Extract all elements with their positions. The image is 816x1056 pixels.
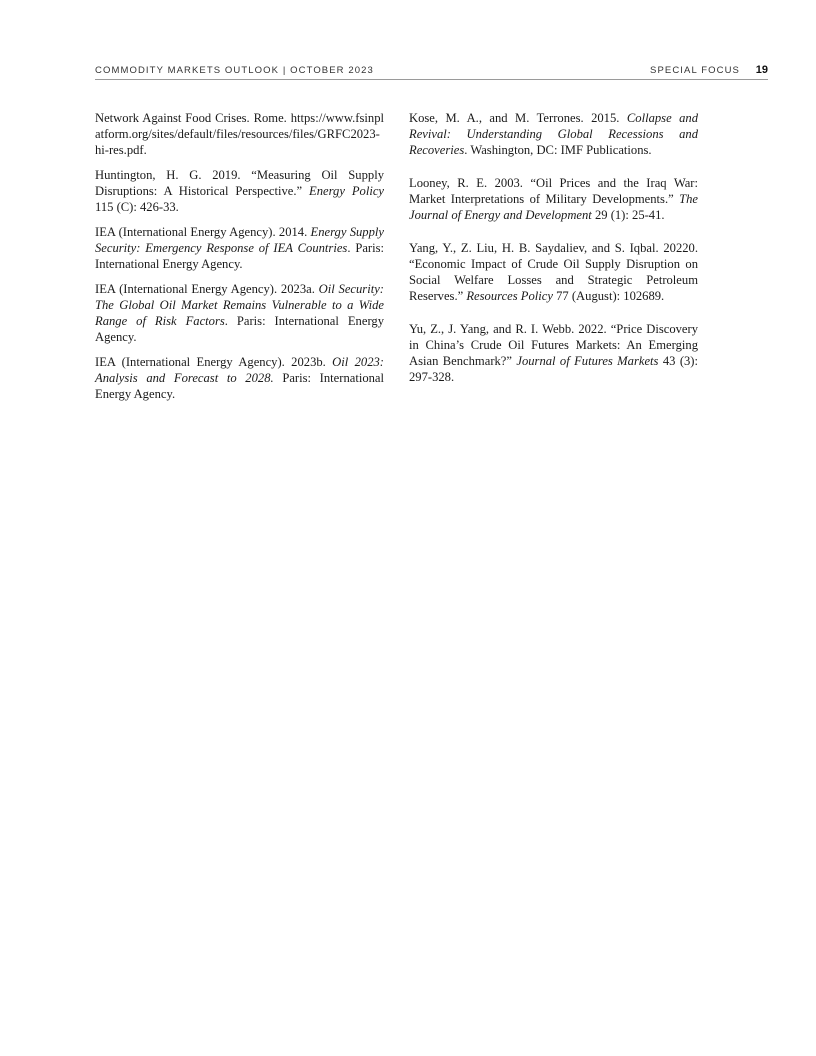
reference-source-title: Energy Supply Security: Emergency Response of IEA Countries <box>95 225 384 255</box>
reference-source-title: Collapse and Revival: Understanding Global Recessions and Recoveries <box>409 111 698 157</box>
section-label: SPECIAL FOCUS <box>650 65 740 76</box>
reference-source-title: Energy Policy <box>309 184 384 198</box>
reference-details: 77 (August): 102689. <box>552 289 665 303</box>
reference-text: IEA (International Energy Agency). 2023b. <box>95 355 333 369</box>
reference-text: Huntington, H. G. 2019. “Measuring Oil Supply Disruptions: A Historical Perspective.” <box>95 168 384 198</box>
reference-entry <box>95 354 384 402</box>
reference-entry <box>95 167 384 215</box>
reference-text: Kose, M. A., and M. Terrones. 2015. <box>409 111 627 125</box>
reference-entry <box>95 110 384 158</box>
reference-details: 115 (C): 426-33. <box>95 200 179 214</box>
reference-details: Paris: International Energy Agency. <box>95 371 385 401</box>
reference-text: IEA (International Energy Agency). 2023a. <box>95 282 319 296</box>
reference-entry <box>95 224 384 272</box>
reference-entry <box>409 110 698 158</box>
reference-url[interactable]: https://www.fsinplatform.org/sites/default/files/resources/files/GRFC2023-hi-res.pdf. <box>95 111 384 157</box>
page-number: 19 <box>755 64 768 76</box>
reference-details: 43 (3): 297-328. <box>409 354 698 384</box>
running-header <box>95 64 768 79</box>
reference-source-title: The Journal of Energy and Development <box>409 192 698 222</box>
reference-text: Looney, R. E. 2003. “Oil Prices and the Iraq War: Market Interpretations of Military Developments.” <box>409 176 698 206</box>
reference-source-title: Oil 2023: Analysis and Forecast to 2028. <box>95 355 384 385</box>
reference-entry <box>409 175 698 223</box>
references-column-right <box>409 110 698 402</box>
publication-title: COMMODITY MARKETS OUTLOOK | OCTOBER 2023 <box>95 65 374 76</box>
reference-text: IEA (International Energy Agency). 2014. <box>95 225 311 239</box>
reference-text: Network Against Food Crises. Rome. <box>95 111 291 125</box>
reference-details: 29 (1): 25-41. <box>591 208 665 222</box>
references-column-left <box>95 110 384 411</box>
header-rule <box>95 79 768 80</box>
reference-source-title: Oil Security: The Global Oil Market Remains Vulnerable to a Wide Range of Risk Factors <box>95 282 384 328</box>
reference-entry <box>409 321 698 385</box>
reference-entry <box>95 281 384 345</box>
reference-text: Yu, Z., J. Yang, and R. I. Webb. 2022. “Price Discovery in China’s Crude Oil Futures Markets: An Emerging Asian Benchmark?” <box>409 322 698 368</box>
reference-details: . Paris: International Energy Agency. <box>95 241 385 271</box>
reference-text: Yang, Y., Z. Liu, H. B. Saydaliev, and S. Iqbal. 20220. “Economic Impact of Crude Oil Supply Disruption on Social Welfare Losses and Strategic Petroleum Reserves.” <box>409 241 698 303</box>
reference-source-title: Journal of Futures Markets <box>516 354 659 368</box>
reference-details: . Washington, DC: IMF Publications. <box>464 143 652 157</box>
reference-source-title: Resources Policy <box>466 289 553 303</box>
reference-details: . Paris: International Energy Agency. <box>95 314 385 344</box>
reference-entry <box>409 240 698 304</box>
